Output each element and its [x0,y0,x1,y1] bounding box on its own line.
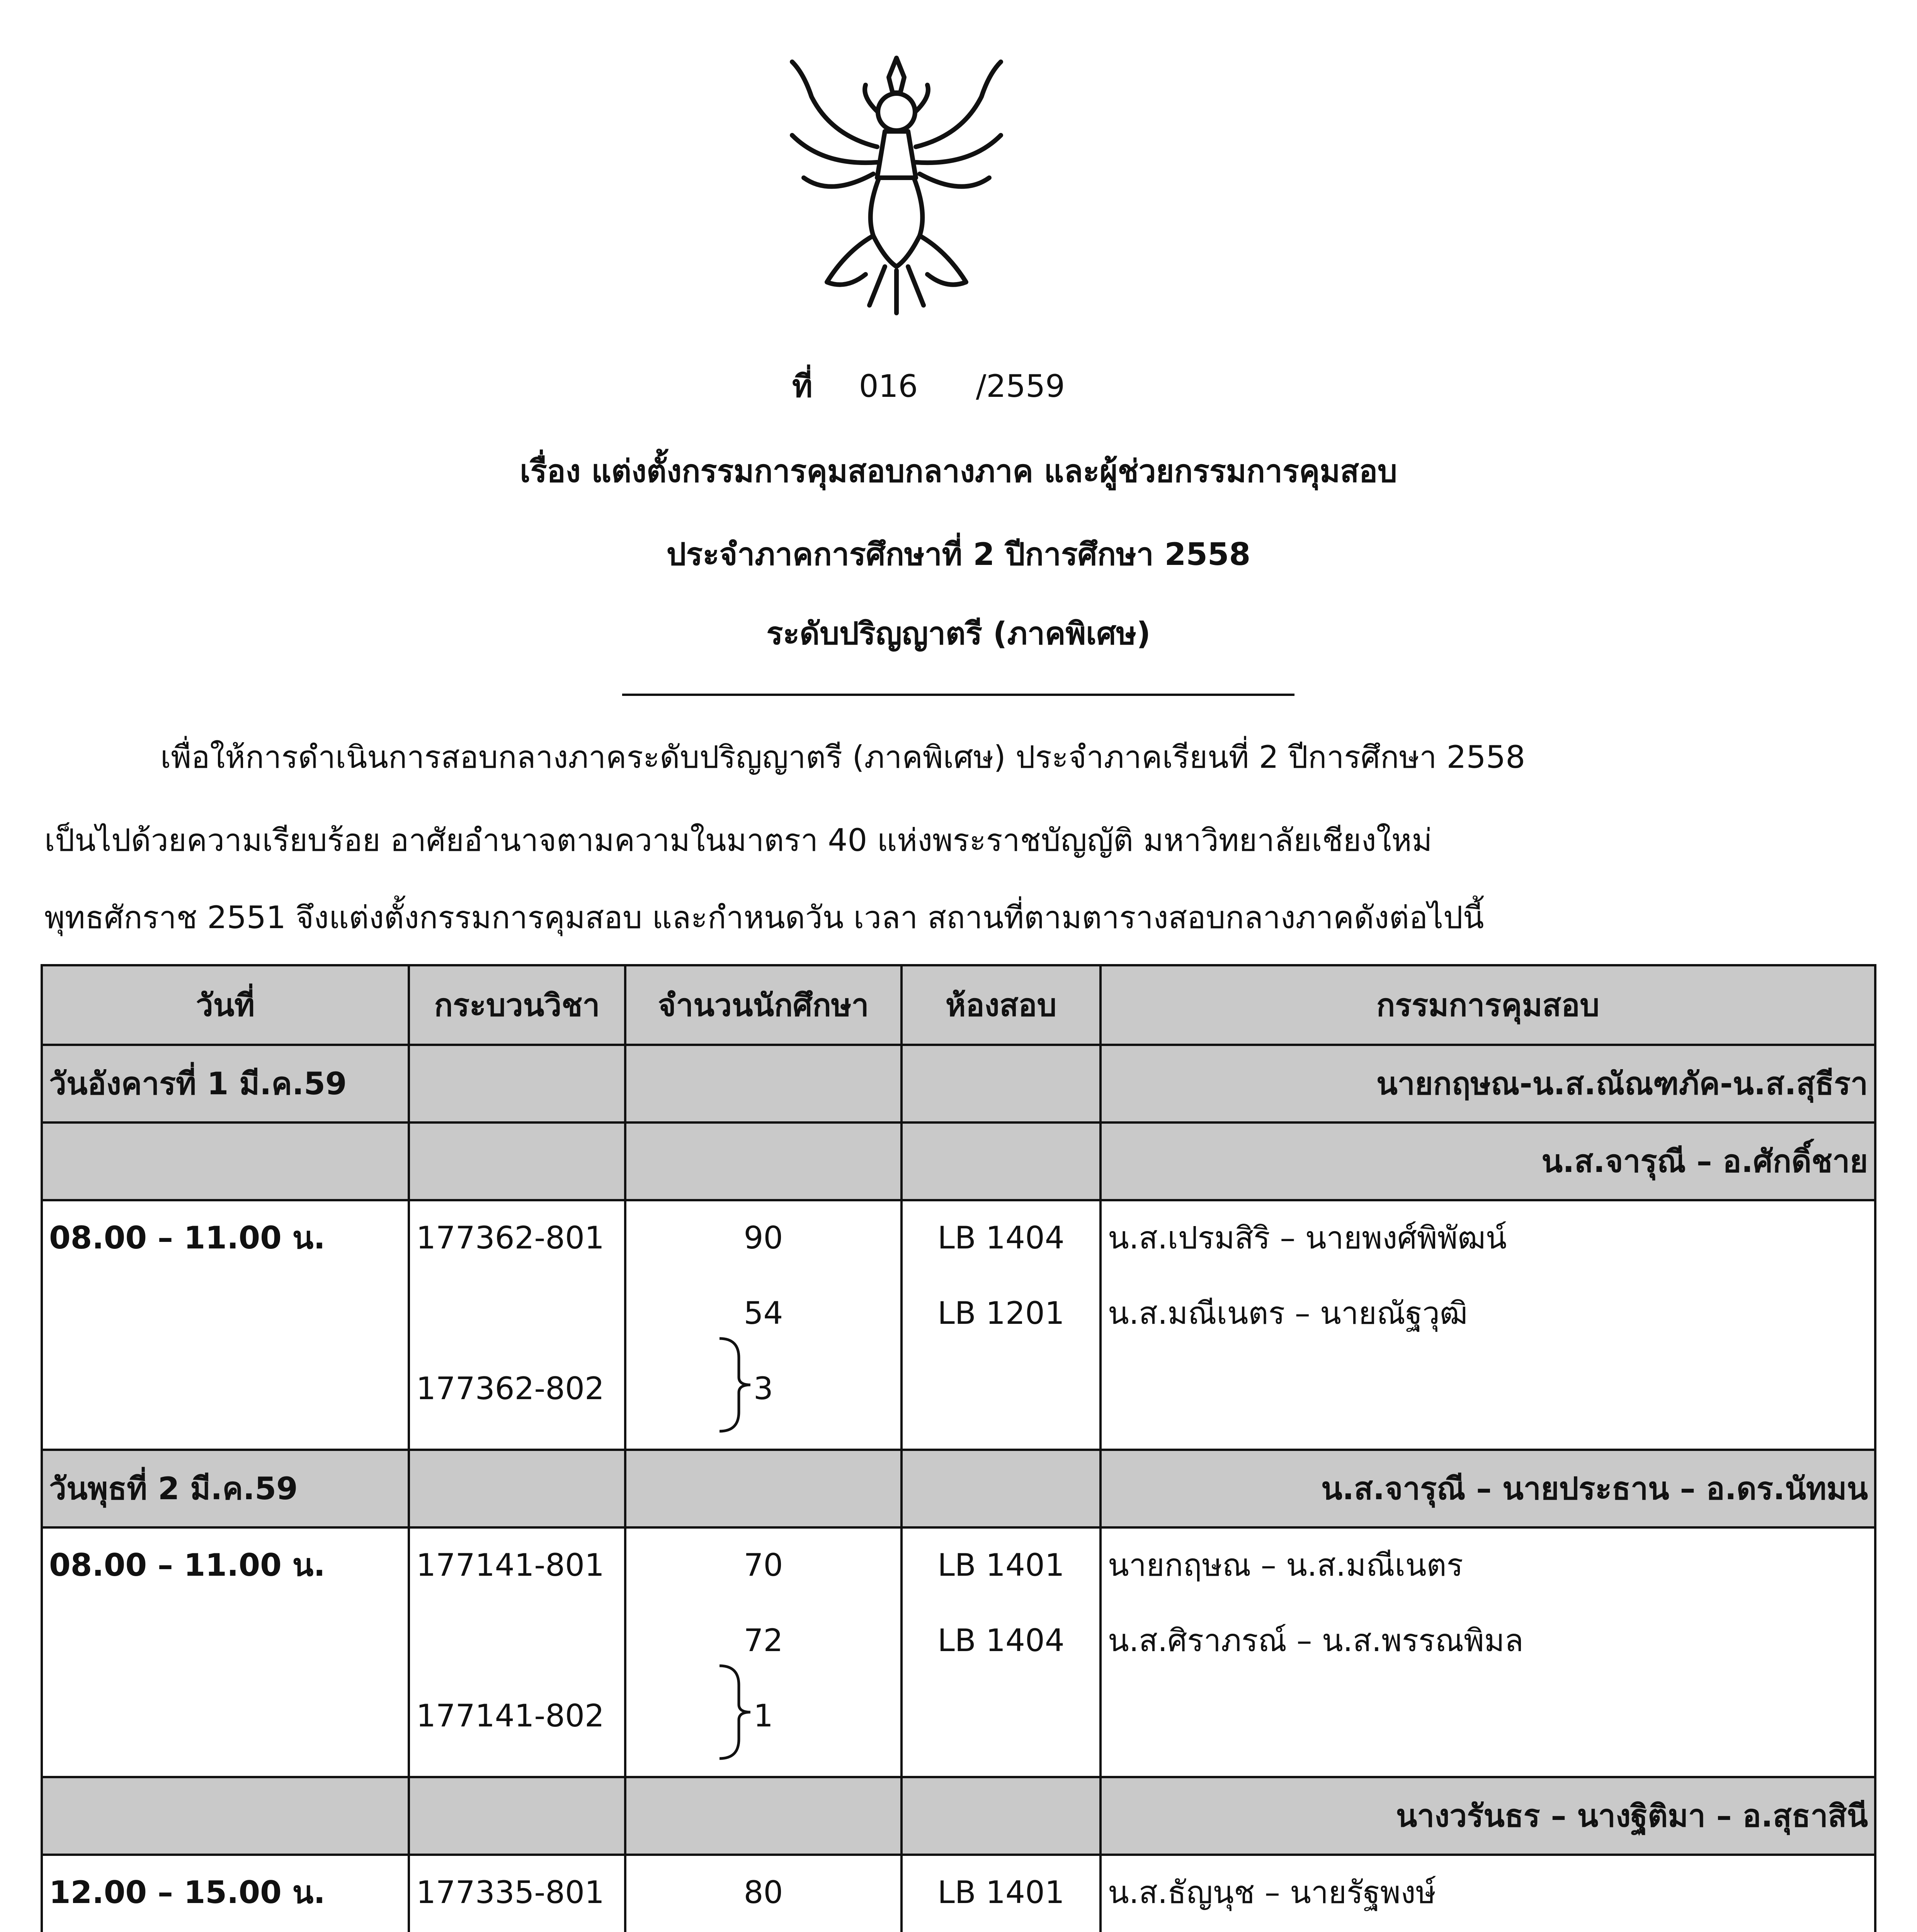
group-committee: นางวรันธร – นางฐิติมา – อ.สุธาสินี [1101,1777,1875,1855]
exam-room: LB 1401 [937,1874,1065,1910]
student-count: 70 [743,1547,783,1583]
proctor-pair: น.ส.ศิราภรณ์ – น.ส.พรรณพิมล [1108,1622,1524,1658]
day-committee: นายกฤษณ-น.ส.ณัณฑภัค-น.ส.สุธีรา [1101,1045,1875,1122]
student-count: 80 [743,1874,783,1910]
day-row [42,1045,1875,1122]
title-line-2: ประจำภาคการศึกษาที่ 2 ปีการศึกษา 2558 [666,536,1251,572]
session-time: 08.00 – 11.00 น. [49,1547,325,1583]
exam-room: LB 1404 [937,1622,1065,1658]
col-header-committee: กรรมการคุมสอบ [1101,965,1875,1045]
title-line-1: เรื่อง แต่งตั้งกรรมการคุมสอบกลางภาค และผู้ช่วยกรรมการคุมสอบ [520,453,1397,489]
intro-line-1: เพื่อให้การดำเนินการสอบกลางภาคระดับปริญญาตรี (ภาคพิเศษ) ประจำภาคเรียนที่ 2 ปีการศึกษา 2558 [160,739,1526,775]
group-row [42,1122,1875,1200]
proctor-pair: น.ส.เปรมสิริ – นายพงศ์พิพัฒน์ [1108,1220,1507,1256]
student-count: 1 [754,1698,773,1734]
day-committee: น.ส.จารุณี – นายประธาน – อ.ดร.นัทมน [1101,1450,1875,1527]
group-committee: น.ส.จารุณี – อ.ศักดิ์ชาย [1101,1122,1875,1200]
col-header-students: จำนวนนักศึกษา [625,965,902,1045]
number-value: 016 [859,368,918,404]
session-row [42,1527,1875,1777]
intro-line-3: พุทธศักราช 2551 จึงแต่งตั้งกรรมการคุมสอบ และกำหนดวัน เวลา สถานที่ตามตารางสอบกลางภาคดังต่อไปนี้ [44,900,1484,935]
session-row [42,1200,1875,1450]
course-code: 177141-802 [416,1698,604,1734]
document-number [792,368,1065,404]
day-row [42,1450,1875,1527]
student-count: 90 [743,1220,783,1256]
session-time: 12.00 – 15.00 น. [49,1874,325,1910]
title-line-3: ระดับปริญญาตรี (ภาคพิเศษ) [766,616,1151,651]
exam-schedule-table [41,964,1876,1932]
group-row [42,1777,1875,1855]
student-count: 3 [754,1371,773,1406]
day-date: วันอังคารที่ 1 มี.ค.59 [42,1045,409,1122]
col-header-course: กระบวนวิชา [409,965,625,1045]
exam-room: LB 1404 [937,1220,1065,1256]
proctor-pair: นายกฤษณ – น.ส.มณีเนตร [1108,1547,1463,1583]
brace-mark [716,1335,762,1435]
intro-line-2: เป็นไปด้วยความเรียบร้อย อาศัยอำนาจตามความในมาตรา 40 แห่งพระราชบัญญัติ มหาวิทยาลัยเชียงใหม่ [44,822,1432,858]
brace-mark [716,1662,762,1762]
exam-room: LB 1201 [937,1295,1065,1331]
exam-room: LB 1401 [937,1547,1065,1583]
col-header-room: ห้องสอบ [902,965,1101,1045]
student-count: 72 [743,1622,783,1658]
table-header-row [42,965,1875,1045]
proctor-pair: น.ส.ธัญนุช – นายรัฐพงษ์ [1108,1874,1436,1910]
course-code: 177362-802 [416,1371,604,1406]
number-label: ที่ [792,368,813,404]
student-count: 54 [743,1295,783,1331]
proctor-pair: น.ส.มณีเนตร – นายณัฐวุฒิ [1108,1295,1468,1331]
garuda-emblem [769,50,1024,321]
day-date: วันพุธที่ 2 มี.ค.59 [42,1450,409,1527]
course-code: 177141-801 [416,1547,604,1583]
course-code: 177335-801 [416,1874,604,1910]
col-header-date: วันที่ [42,965,409,1045]
title-divider [622,694,1294,696]
session-row [42,1855,1875,1932]
course-code: 177362-801 [416,1220,604,1256]
number-year: /2559 [976,368,1065,404]
session-time: 08.00 – 11.00 น. [49,1220,325,1256]
